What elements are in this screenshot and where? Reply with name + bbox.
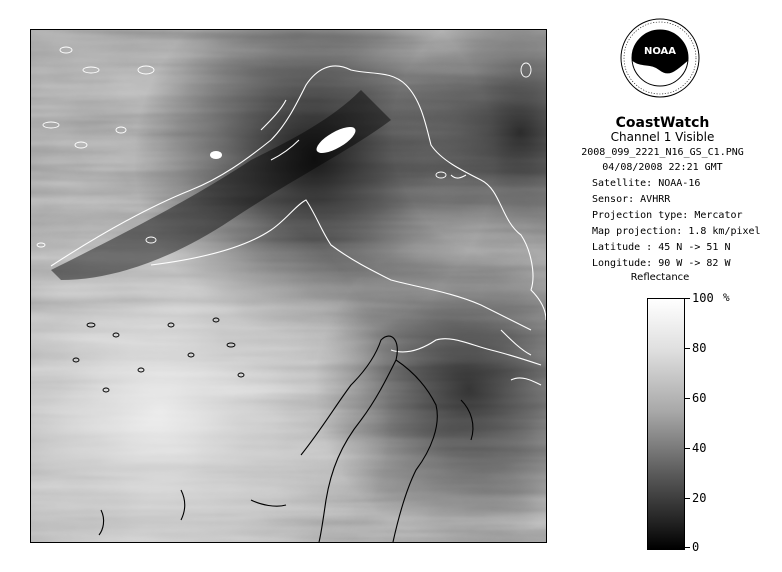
map-projection-info: Map projection: 1.8 km/pixel [592,226,761,237]
panel-subtitle: Channel 1 Visible [610,130,715,144]
colorbar-tick [684,448,690,449]
satellite-image-svg [31,30,546,542]
colorbar-tick [684,348,690,349]
longitude-info: Longitude: 90 W -> 82 W [592,258,731,269]
colorbar-tick-label: 20 [692,491,707,505]
latitude-info: Latitude : 45 N -> 51 N [592,242,731,253]
satellite-image [30,29,547,543]
colorbar-tick [684,298,690,299]
colorbar-tick-label: 60 [692,391,707,405]
colorbar-tick-label: 40 [692,441,707,455]
colorbar-tick [684,398,690,399]
panel-title: CoastWatch [615,115,710,131]
colorbar-tick-label: 100 [692,291,714,305]
colorbar [647,298,685,550]
colorbar-tick [684,498,690,499]
panel-filename: 2008_099_2221_N16_GS_C1.PNG [581,147,744,158]
colorbar-unit: % [723,291,730,304]
satellite-info: Satellite: NOAA-16 [592,178,701,189]
colorbar-tick [684,547,690,548]
noaa-logo-text: NOAA [643,46,677,57]
noaa-logo [620,18,700,98]
colorbar-title: Reflectance [630,272,690,283]
projection-type-info: Projection type: Mercator [592,210,743,221]
noaa-logo-svg [620,18,700,98]
colorbar-tick-label: 80 [692,341,707,355]
colorbar-tick-label: 0 [692,540,700,554]
sensor-info: Sensor: AVHRR [592,194,671,205]
panel-datetime: 04/08/2008 22:21 GMT [602,162,723,173]
